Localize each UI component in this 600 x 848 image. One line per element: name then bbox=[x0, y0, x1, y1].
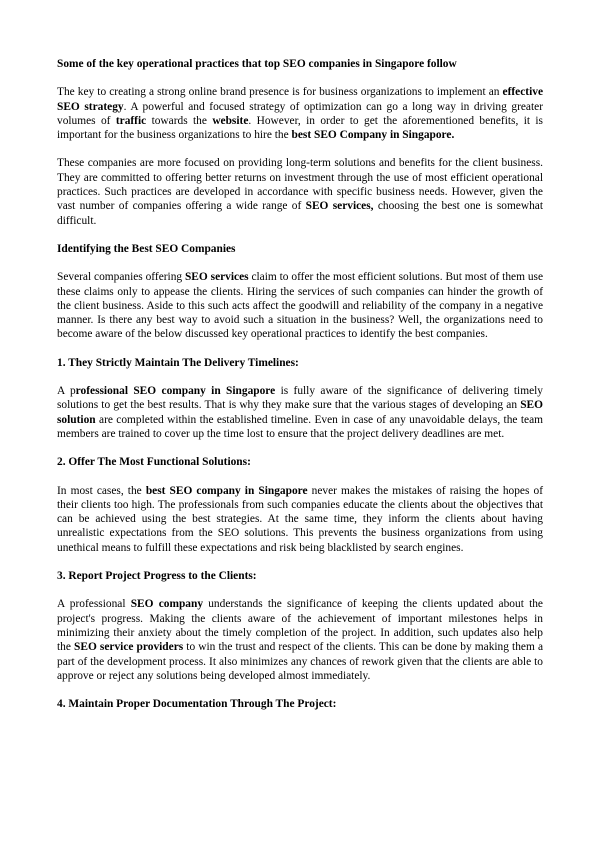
bold-keyword: best SEO company in Singapore bbox=[145, 484, 308, 497]
document-page bbox=[57, 57, 543, 711]
text-run: A professional bbox=[57, 598, 131, 611]
section-heading-2: 2. Offer The Most Functional Solutions: bbox=[57, 456, 251, 469]
document-title: Some of the key operational practices that top SEO companies in Singapore follow bbox=[57, 58, 457, 70]
text-run: towards the bbox=[146, 114, 213, 127]
bold-keyword: best SEO Company in Singapore. bbox=[291, 129, 455, 142]
text-run: to win the trust and respect of the clients. This can be done by making them a part of the development process. It also minimizes any chances of rework given that the clients are able to approve or reject any solutions being developed almost immediately. bbox=[57, 641, 544, 682]
section-heading-1: 1. They Strictly Maintain The Delivery Timelines: bbox=[57, 356, 299, 369]
section-heading-identifying: Identifying the Best SEO Companies bbox=[57, 242, 236, 255]
bold-keyword: traffic bbox=[115, 114, 147, 127]
bold-keyword: SEO solution bbox=[57, 399, 543, 426]
bold-keyword: SEO services, bbox=[305, 200, 374, 213]
text-run: These companies are more focused on providing long-term solutions and benefits for the client business. They are committed to offering better returns on investment through the use of most efficient operational practices. Such practices are developed in accordance with specific business needs. However, given the vast number of companies offering a wide range of bbox=[57, 157, 543, 213]
bold-keyword: rofessional SEO company in Singapore bbox=[75, 385, 276, 398]
text-run: claim to offer the most efficient solutions. But most of them use these claims only to appease the clients. Hiring the services of such companies can hinder the growth of the client business. Aside to this such acts affect the goodwill and reliability of the company in a negative manner. Is there any best way to avoid such a situation in the business? Well, the organizations need to become aware of the below discussed key operational practices to identify the best companies. bbox=[57, 271, 544, 341]
bold-keyword: effective SEO strategy bbox=[57, 86, 543, 113]
bold-keyword: website bbox=[212, 114, 249, 127]
text-run: . A powerful and focused strategy of optimization can go a long way in driving greater volumes of bbox=[57, 100, 544, 127]
intro-paragraph bbox=[57, 85, 543, 142]
text-run: is fully aware of the significance of delivering timely solutions to get the best results. That is why they make sure that the various stages of developing an bbox=[57, 385, 543, 412]
section-heading-3: 3. Report Project Progress to the Clients: bbox=[57, 570, 257, 583]
section-2-paragraph bbox=[57, 484, 543, 555]
text-run: Several companies offering bbox=[57, 271, 185, 284]
text-run: choosing the best one is somewhat difficult. bbox=[57, 200, 544, 227]
text-run: never makes the mistakes of raising the hopes of their clients too high. The professionals from such companies educate the clients about the objectives that can be achieved using the best strategies. At the same time, they inform the clients about having unrealistic expectations from the SEO solutions. This prevents the business organizations from using unethical means to fulfill these expectations and risk being blacklisted by search engines. bbox=[57, 484, 544, 554]
bold-keyword: SEO company bbox=[130, 598, 204, 611]
bold-keyword: SEO services bbox=[184, 271, 249, 284]
section-heading-4: 4. Maintain Proper Documentation Through The Project: bbox=[57, 698, 337, 711]
section-3-paragraph bbox=[57, 597, 543, 683]
text-run: are completed within the established timeline. Even in case of any unavoidable delays, the team members are trained to cover up the time lost to ensure that the project delivery deadlines are met. bbox=[57, 413, 543, 440]
text-run: understands the significance of keeping the clients updated about the project's progress. Making the clients aware of the achievement of important milestones helps in minimizing their anxiety about the timely completion of the project. In addition, such updates also help the bbox=[57, 598, 543, 654]
bold-keyword: SEO service providers bbox=[74, 641, 184, 654]
companies-paragraph bbox=[57, 156, 543, 227]
text-run: A p bbox=[57, 385, 76, 398]
text-run: The key to creating a strong online brand presence is for business organizations to implement an bbox=[57, 86, 503, 99]
text-run: . However, in order to get the aforementioned benefits, it is important for the business organizations to hire the bbox=[57, 114, 543, 142]
section-1-paragraph bbox=[57, 384, 543, 441]
identifying-paragraph bbox=[57, 270, 543, 341]
text-run: In most cases, the bbox=[57, 484, 146, 497]
